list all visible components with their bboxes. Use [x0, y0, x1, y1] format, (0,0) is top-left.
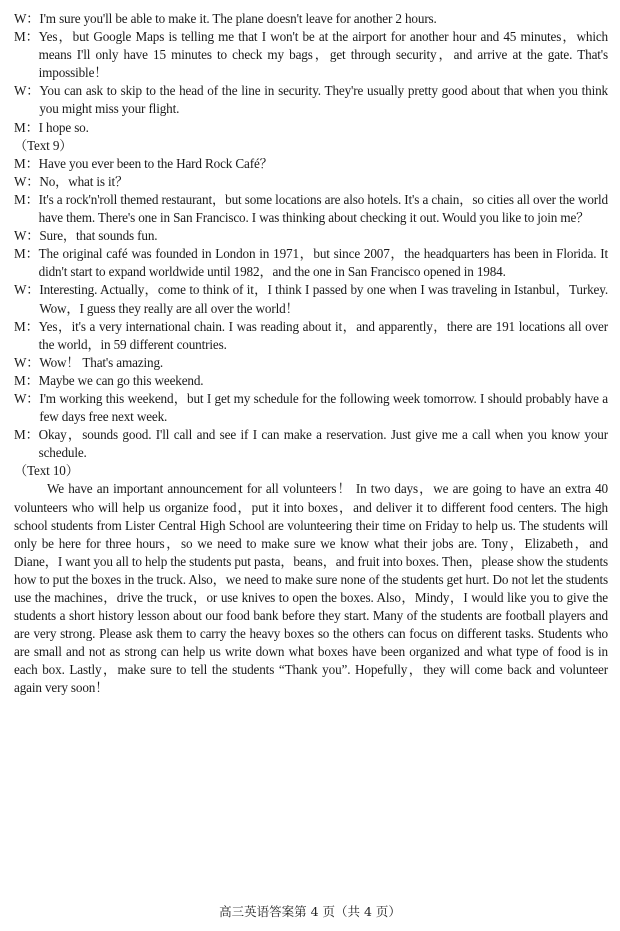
speech-text: I hope so.	[38, 119, 89, 135]
speech-text: Yes，but Google Maps is telling me that I won't be at the airport for another hour and 45 minutes，which means I'll only have 15 minutes to check my bags，get through security，and arrive at the gate. That's impossible！	[38, 29, 608, 81]
dialogue-line	[14, 155, 608, 173]
speaker-label: M：	[14, 29, 39, 45]
speaker-label: M：	[14, 246, 39, 262]
speaker-label: W：	[14, 228, 40, 244]
text-9-heading: （Text 9）	[14, 137, 73, 153]
text-10-heading: （Text 10）	[14, 463, 79, 479]
dialogue-line	[14, 426, 608, 462]
speaker-label: M：	[14, 119, 39, 135]
dialogue-line	[14, 191, 608, 227]
speaker-label: W：	[14, 390, 40, 406]
dialogue-line	[14, 390, 608, 426]
speaker-label: W：	[14, 11, 40, 26]
speaker-label: W：	[14, 282, 40, 298]
speech-text: Yes，it's a very international chain. I was reading about it，and apparently，there are 191 locations all over the world，in 59 different countries.	[38, 318, 608, 352]
speech-text: Interesting. Actually，come to think of it，I think I passed by one when I was traveling in Istanbul，Turkey. Wow，I guess they really are all over the world！	[39, 282, 608, 316]
speech-text: It's a rock'n'roll themed restaurant，but some locations are also hotels. It's a chain，so cities all over the world have them. There's one in San Francisco. I was thinking about checking it out. Would you like to join me？	[38, 191, 608, 226]
dialogue-line	[14, 245, 608, 281]
dialogue-line	[14, 119, 608, 137]
dialogue-line	[14, 227, 608, 245]
dialogue-line	[14, 318, 608, 354]
speaker-label: M：	[14, 372, 39, 388]
dialogue-line	[14, 82, 608, 118]
speech-text: Maybe we can go this weekend.	[38, 372, 204, 388]
speech-text: No，what is it？	[39, 173, 129, 189]
speech-text: You can ask to skip to the head of the line in security. They're usually pretty good about that when you think you might miss your flight.	[39, 83, 608, 117]
speech-text: I'm working this weekend，but I get my schedule for the following week tomorrow. I should probably have a few days free next week.	[39, 390, 608, 425]
speaker-label: W：	[14, 354, 40, 370]
dialogue-line	[14, 281, 608, 317]
speaker-label: M：	[14, 155, 39, 171]
speaker-label: W：	[14, 83, 40, 99]
text-10-paragraph: We have an important announcement for all volunteers！ In two days，we are going to have an extra 40 volunteers who will help us organize food，put it into boxes，and deliver it to different food centers. The high school students from Lister Central High School are volunteering their time on Friday to help us. The students will only be here for three hours，so we need to make sure we know what their jobs are. Tony，Elizabeth，and Diane，I want you all to help the students put pasta，beans，and fruit into boxes. Then，please show the students how to put the boxes in the truck. Also，we need to make sure none of the students get hurt. Do not let the students use the machines，drive the truck，or use knives to open the boxes. Also，Mindy，I would like you to give the students a short history lesson about our food bank before they start. Many of the students are football players and are very strong. Please ask them to carry the heavy boxes so the others can focus on different tasks. Students who are small and not as strong can help us write down what boxes have been organized and what type of food is in each box. Lastly，make sure to tell the students “Thank you”. Hopefully，they will come back and volunteer again very soon！	[14, 481, 608, 696]
speech-text: I'm sure you'll be able to make it. The plane doesn't leave for another 2 hours.	[39, 11, 437, 26]
speech-text: Have you ever been to the Hard Rock Café？	[38, 155, 273, 171]
dialogue-line	[14, 354, 608, 372]
speaker-label: M：	[14, 318, 39, 334]
document-body	[14, 10, 608, 698]
page-footer: 高三英语答案第 4 页（共 4 页）	[219, 904, 401, 919]
speech-text: The original café was founded in London in 1971，but since 2007，the headquarters has been in Florida. It didn't start to expand worldwide until 1982，and the one in San Francisco opened in 1984.	[38, 246, 608, 280]
dialogue-line	[14, 372, 608, 390]
dialogue-line	[14, 10, 608, 28]
speaker-label: M：	[14, 191, 39, 207]
speech-text: Okay，sounds good. I'll call and see if I can make a reservation. Just give me a call when you know your schedule.	[38, 427, 608, 461]
speaker-label: W：	[14, 173, 40, 189]
dialogue-text-9	[14, 155, 608, 463]
dialogue-line	[14, 28, 608, 82]
speaker-label: M：	[14, 427, 39, 443]
speech-text: Wow！ That's amazing.	[39, 354, 164, 370]
speech-text: Sure，that sounds fun.	[39, 228, 158, 244]
dialogue-line	[14, 173, 608, 191]
dialogue-text-8	[14, 10, 608, 137]
